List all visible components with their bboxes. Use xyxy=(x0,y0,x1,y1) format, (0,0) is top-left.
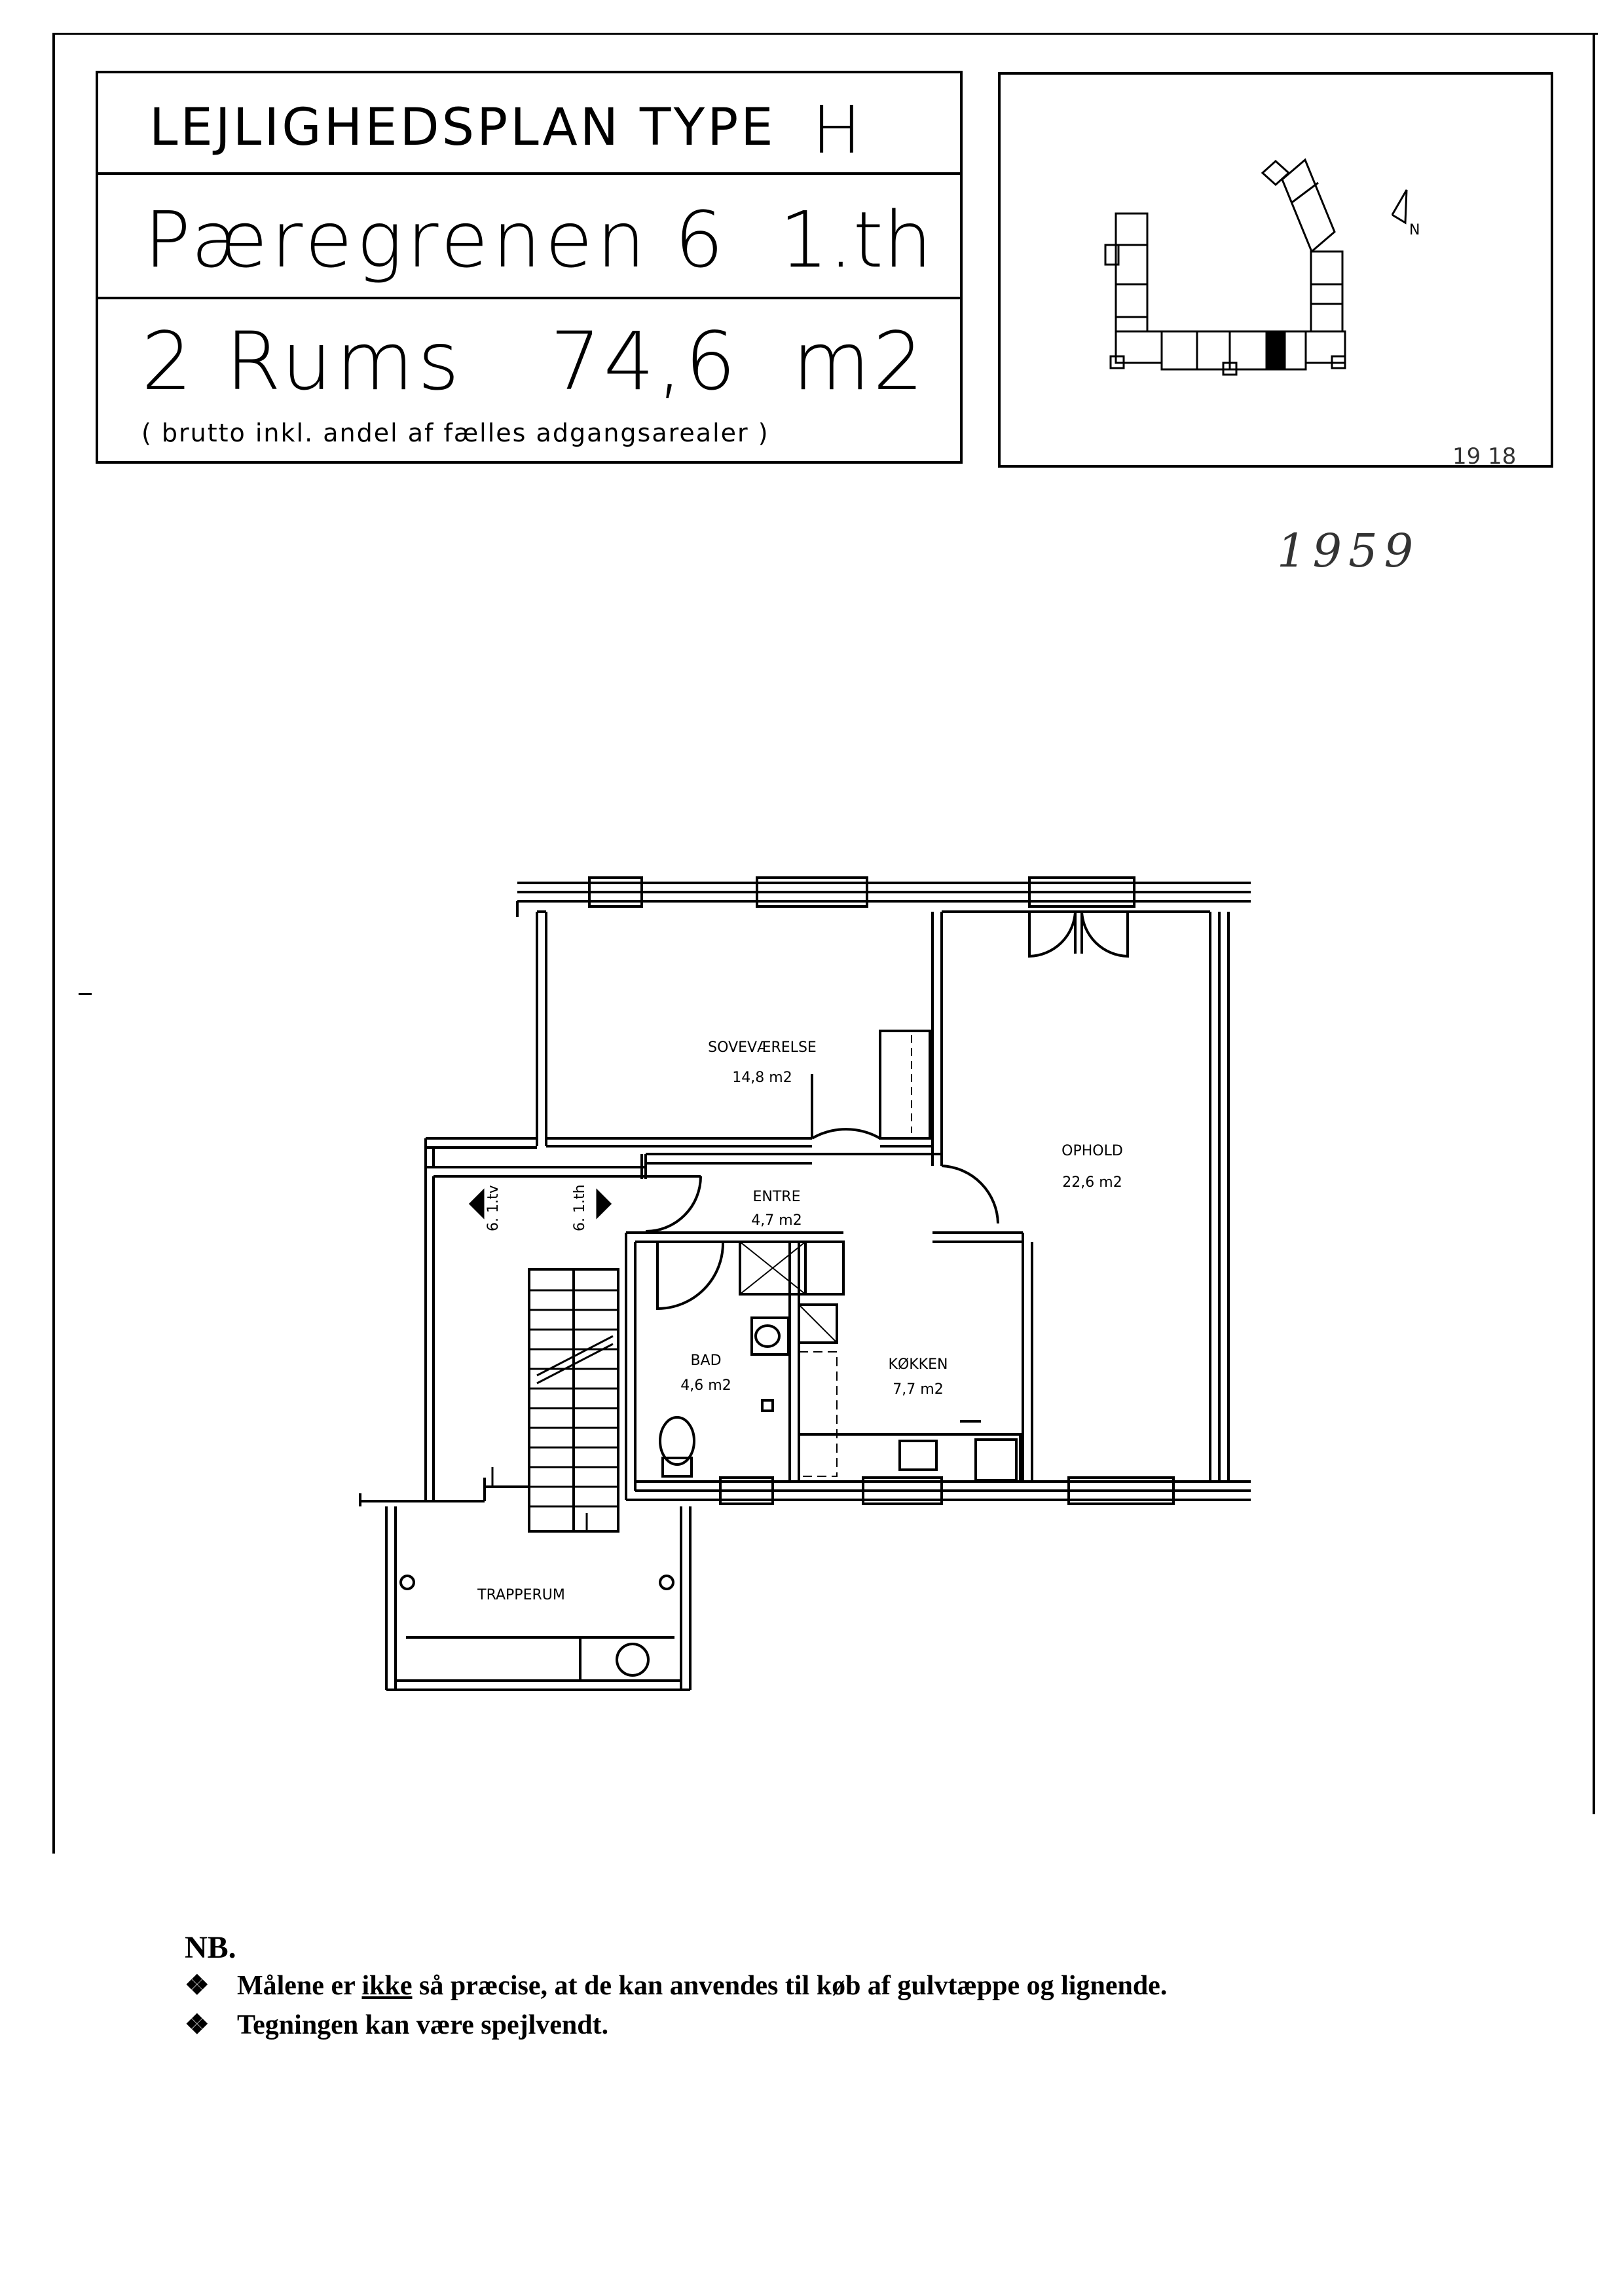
room-count: 2 Rums xyxy=(141,315,464,408)
balcony-door-right xyxy=(1082,912,1128,956)
room-area-bath: 4,6 m2 xyxy=(680,1377,731,1394)
diamond-bullet-icon: ❖ xyxy=(185,1971,210,2001)
diamond-bullet-icon: ❖ xyxy=(185,2010,210,2040)
house-number: 6 xyxy=(674,195,724,285)
wardrobe xyxy=(880,1031,930,1138)
kitchen-cabinets xyxy=(799,1352,837,1476)
room-name-kitchen: KØKKEN xyxy=(888,1356,948,1373)
note-item xyxy=(185,2008,608,2041)
handwritten-mark: 1959 xyxy=(1277,524,1420,578)
wash-basin xyxy=(752,1318,788,1354)
notes-title: NB. xyxy=(185,1930,236,1965)
room-area-bedroom: 14,8 m2 xyxy=(732,1070,792,1086)
note-item xyxy=(185,1969,1167,2002)
stove xyxy=(976,1440,1016,1480)
room-area-living: 22,6 m2 xyxy=(1062,1174,1122,1191)
street-name: Pæregrenen xyxy=(144,195,650,285)
floor-side: 1.th xyxy=(779,195,932,285)
note-text-before: Tegningen kan være spejlvendt. xyxy=(237,2010,609,2040)
north-label: N xyxy=(1409,222,1420,238)
arrow-right-icon xyxy=(597,1191,610,1217)
room-area-entre: 4,7 m2 xyxy=(751,1212,802,1229)
room-name-bedroom: SOVEVÆRELSE xyxy=(708,1039,817,1056)
room-name-trapperum: TRAPPERUM xyxy=(477,1587,565,1603)
plan-type-label: LEJLIGHEDSPLAN TYPE xyxy=(149,98,776,157)
arrow-left-icon xyxy=(470,1191,483,1217)
balcony-door-left xyxy=(1029,912,1075,956)
room-area-kitchen: 7,7 m2 xyxy=(893,1381,944,1398)
plan-type-value: H xyxy=(812,92,862,168)
room-name-living: OPHOLD xyxy=(1061,1143,1123,1159)
room-name-entre: ENTRE xyxy=(752,1189,801,1205)
area-unit: m2 xyxy=(792,315,927,408)
area-note: ( brutto inkl. andel af fælles adgangsarealer ) xyxy=(141,419,769,447)
note-text-underlined: ikke xyxy=(361,1971,413,2001)
room-name-bath: BAD xyxy=(690,1353,722,1369)
note-text-after: så præcise, at de kan anvendes til køb af gulvtæppe og lignende. xyxy=(412,1971,1168,2001)
kitchen-sink xyxy=(900,1441,936,1470)
key-plan-handwritten-note: 19 18 xyxy=(1452,443,1517,465)
area-value: 74,6 xyxy=(550,315,739,408)
stair-label-left: 6. 1.tv xyxy=(485,1185,502,1231)
note-text-before: Målene er xyxy=(237,1971,362,2001)
stair-label-right: 6. 1.th xyxy=(572,1184,588,1231)
